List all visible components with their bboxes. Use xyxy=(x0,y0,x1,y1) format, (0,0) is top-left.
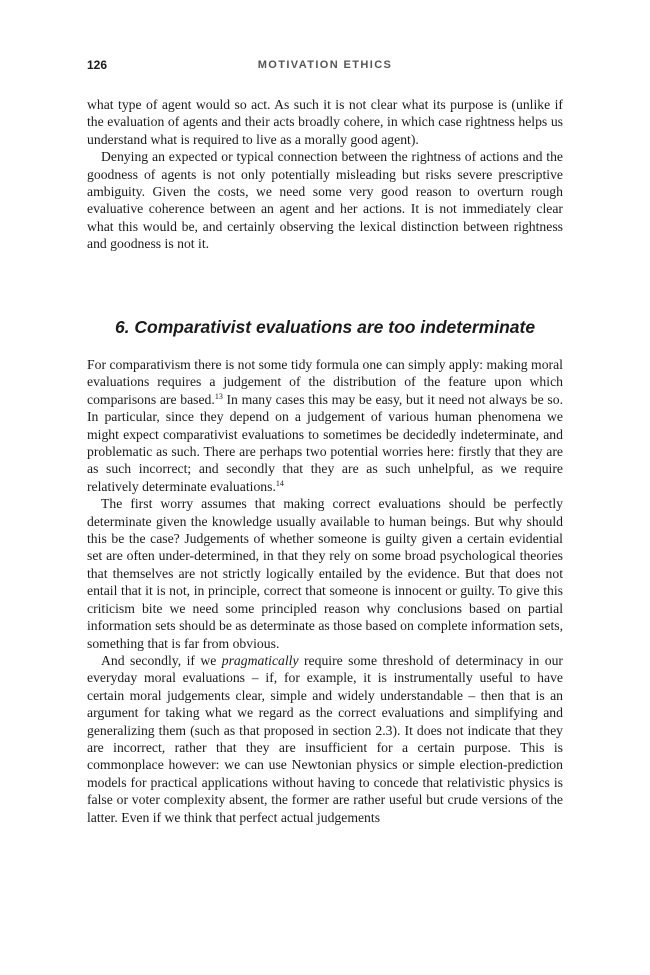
paragraph-text: For comparativism there is not some tidy formula one can simply apply: making moral evaluations requires a judgement of the distribution of the feature upon which comparisons are based. xyxy=(87,357,563,407)
paragraph: what type of agent would so act. As such it is not clear what its purpose is (unlike if the evaluation of agents and their acts broadly cohere, in which case rightness helps us understand what is required to live as a morally good agent). xyxy=(87,97,563,147)
page-number: 126 xyxy=(87,58,108,72)
footnote-marker: 14 xyxy=(275,478,284,488)
emphasis: pragmatically xyxy=(221,652,299,668)
paragraph: Denying an expected or typical connection between the rightness of actions and the goodness of agents is not only potentially misleading but risks severe prescriptive ambiguity. Given the costs, we need some very good reason to overturn rough evaluative coherence between an agent and her actions. It is not immediately clear what this would be, and certainly observing the lexical distinction between rightness and goodness is not it. xyxy=(87,149,563,252)
section-heading: 6. Comparativist evaluations are too indeterminate xyxy=(114,317,536,337)
paragraph: The first worry assumes that making correct evaluations should be perfectly determinate given the knowledge usually available to human beings. But why should this be the case? Judgements of whether someone is guilty given a certain evidential set are often under-determined, in that they rely on some broad psychological theories that themselves are not strictly logically entailed by the evidence. But that does not entail that it is not, in principle, correct that someone is innocent or guilty. To give this criticism bite we need some principled reason why conclusions based on partial information sets should be as determinate as those based on complete information sets, something that is far from obvious. xyxy=(87,496,563,651)
text-block-section xyxy=(87,356,563,826)
paragraph xyxy=(87,652,563,826)
text-block-top xyxy=(87,96,563,253)
running-head: MOTIVATION ETHICS xyxy=(257,59,393,71)
footnote-marker: 13 xyxy=(214,391,223,401)
paragraph-text: In many cases this may be easy, but it need not always be so. In particular, since they depend on a judgement of various human phenomena we might expect comparativist evaluations to sometimes be decidedly indeterminate, and problematic as such. There are perhaps two potential worries here: firstly that they are as such incorrect; and secondly that they are as such unhelpful, as we require relatively determinate evaluations. xyxy=(87,391,563,494)
paragraph-text: require some threshold of determinacy in our everyday moral evaluations – if, for example, it is instrumentally useful to have certain moral judgements clear, simple and widely understandable – then that is an argument for taking what we regard as the correct evaluations and simplifying and generalizing them (such as that proposed in section 2.3). It does not indicate that they are incorrect, rather that they are insufficient for a certain purpose. This is commonplace however: we can use Newtonian physics or simple election-prediction models for practical applications without having to concede that relativistic physics is false or voter complexity absent, the former are rather useful but crude versions of the latter. Even if we think that perfect actual judgements xyxy=(87,652,563,825)
page-header xyxy=(87,58,563,76)
paragraph xyxy=(87,356,563,495)
paragraph-text: And secondly, if we xyxy=(101,652,222,668)
